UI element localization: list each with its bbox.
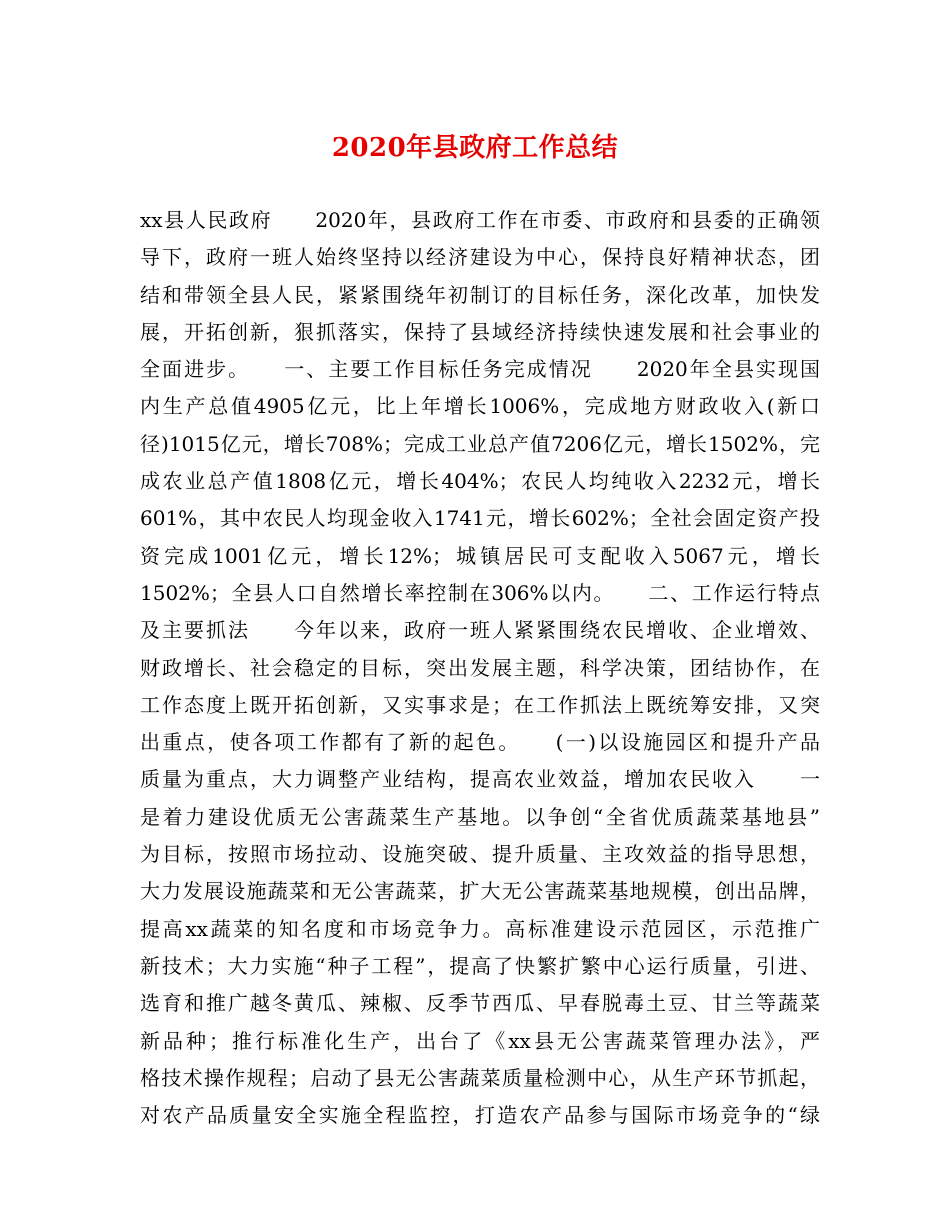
body-line: 财政增长、社会稳定的目标，突出发展主题，科学决策，团结协作，在 bbox=[140, 655, 820, 680]
body-line: 内生产总值4905亿元，比上年增长1006%，完成地方财政收入(新口 bbox=[140, 394, 820, 419]
body-line: 工作态度上既开拓创新，又实事求是；在工作抓法上既统筹安排，又突 bbox=[140, 692, 820, 717]
document-body bbox=[140, 202, 820, 1134]
body-line: 径)1015亿元，增长708%；完成工业总产值7206亿元，增长1502%，完 bbox=[140, 431, 820, 456]
body-line: 格技术操作规程；启动了县无公害蔬菜质量检测中心，从生产环节抓起， bbox=[140, 1065, 820, 1090]
body-line: 是着力建设优质无公害蔬菜生产基地。以争创“全省优质蔬菜基地县” bbox=[140, 804, 820, 829]
body-line: 展，开拓创新，狠抓落实，保持了县域经济持续快速发展和社会事业的 bbox=[140, 319, 820, 344]
body-line: 提高xx蔬菜的知名度和市场竞争力。高标准建设示范园区，示范推广 bbox=[140, 916, 820, 941]
body-line: 为目标，按照市场拉动、设施突破、提升质量、主攻效益的指导思想， bbox=[140, 842, 820, 867]
body-line: 结和带领全县人民，紧紧围绕年初制订的目标任务，深化改革，加快发 bbox=[140, 282, 820, 307]
body-line: 对农产品质量安全实施全程监控，打造农产品参与国际市场竞争的“绿 bbox=[140, 1103, 820, 1128]
body-line: 选育和推广越冬黄瓜、辣椒、反季节西瓜、早春脱毒土豆、甘兰等蔬菜 bbox=[140, 991, 820, 1016]
body-line: 出重点，使各项工作都有了新的起色。 (一)以设施园区和提升产品 bbox=[140, 730, 820, 755]
body-line: 质量为重点，大力调整产业结构，提高农业效益，增加农民收入 一 bbox=[140, 767, 820, 792]
body-line: 全面进步。 一、主要工作目标任务完成情况 2020年全县实现国 bbox=[140, 357, 820, 382]
body-line: 新品种；推行标准化生产，出台了《xx县无公害蔬菜管理办法》，严 bbox=[140, 1028, 820, 1053]
document-title: 2020年县政府工作总结 bbox=[331, 133, 619, 163]
body-line: 及主要抓法 今年以来，政府一班人紧紧围绕农民增收、企业增效、 bbox=[140, 618, 820, 643]
body-line: 成农业总产值1808亿元，增长404%；农民人均纯收入2232元，增长 bbox=[140, 469, 820, 494]
body-line: 新技术；大力实施“种子工程”，提高了快繁扩繁中心运行质量，引进、 bbox=[140, 953, 820, 978]
body-line: 601%，其中农民人均现金收入1741元，增长602%；全社会固定资产投 bbox=[140, 506, 820, 531]
body-line: 资完成1001亿元，增长12%；城镇居民可支配收入5067元，增长 bbox=[140, 543, 820, 568]
body-line: 大力发展设施蔬菜和无公害蔬菜，扩大无公害蔬菜基地规模，创出品牌， bbox=[140, 879, 820, 904]
body-line: 导下，政府一班人始终坚持以经济建设为中心，保持良好精神状态，团 bbox=[140, 245, 820, 270]
body-line: xx县人民政府 2020年，县政府工作在市委、市政府和县委的正确领 bbox=[140, 208, 820, 232]
body-line: 1502%；全县人口自然增长率控制在306%以内。 二、工作运行特点 bbox=[140, 580, 820, 605]
